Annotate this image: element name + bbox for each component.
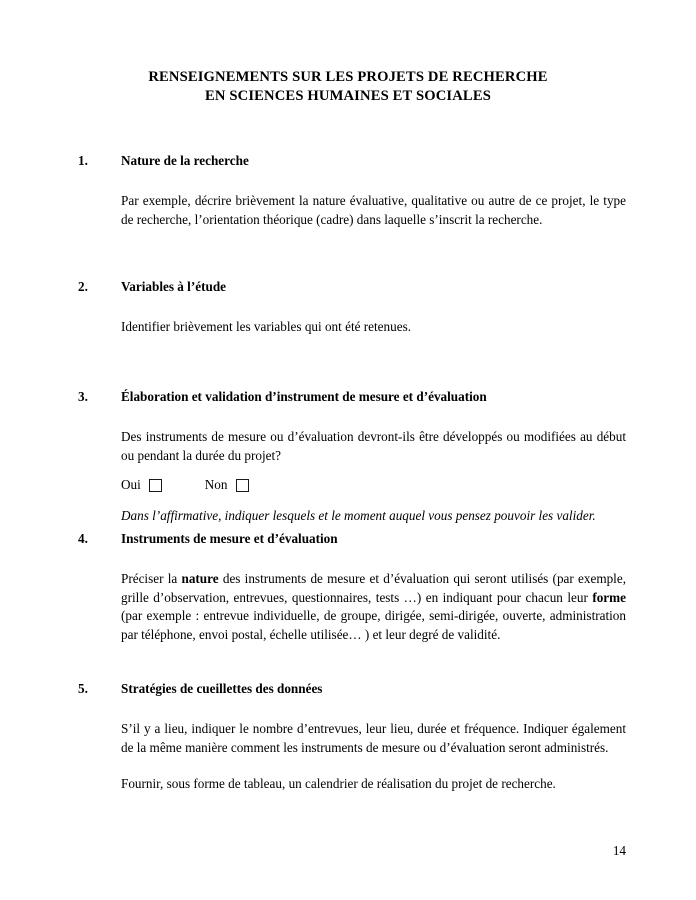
section-1-title: Nature de la recherche (121, 153, 249, 168)
section-2 (78, 278, 626, 337)
section-1-heading (78, 152, 626, 170)
section-4-body (121, 570, 626, 644)
choice-no-label: Non (204, 477, 228, 492)
section-4-bold-forme: forme (592, 589, 626, 605)
section-4-bold-nature: nature (181, 571, 219, 586)
section-3-heading (78, 388, 626, 406)
section-2-number: 2. (78, 279, 88, 294)
section-5-body (121, 720, 626, 794)
section-3-title: Élaboration et validation d’instrument de mesure et d’évaluation (121, 389, 487, 404)
section-5-title: Stratégies de cueillettes des données (121, 681, 323, 696)
section-4-title: Instruments de mesure et d’évaluation (121, 531, 338, 546)
section-4-text-part-2: des instruments de mesure et d’évaluation qui seront utilisés (par exemple, grille d’observation, entrevues, questionnaires, tests …) en indiquant pour chacun leur (121, 571, 626, 605)
section-5-paragraph-2: Fournir, sous forme de tableau, un calendrier de réalisation du projet de recherche. (121, 776, 556, 791)
section-4-number: 4. (78, 531, 88, 546)
section-3-note (121, 507, 626, 526)
checkbox-yes[interactable] (149, 479, 162, 492)
section-1-number: 1. (78, 153, 88, 168)
section-3-body (121, 428, 626, 465)
section-5-paragraph-1: S’il y a lieu, indiquer le nombre d’entrevues, leur lieu, durée et fréquence. Indiquer également de la même manière comment les instruments de mesure ou d’évaluation seront administrés. (121, 721, 626, 755)
section-5-heading (78, 680, 626, 698)
section-1-paragraph: Par exemple, décrire brièvement la nature évaluative, qualitative ou autre de ce projet, le type de recherche, l’orientation théorique (cadre) dans laquelle s’inscrit la recherche. (121, 193, 626, 227)
section-4-text-part-1: Préciser la (121, 571, 182, 586)
section-4-heading (78, 530, 626, 548)
section-4-paragraph (121, 570, 626, 644)
title-line-1: RENSEIGNEMENTS SUR LES PROJETS DE RECHERCHE (148, 69, 548, 85)
choice-yes-label: Oui (121, 477, 141, 492)
section-3 (78, 388, 626, 526)
section-2-heading (78, 278, 626, 296)
section-1-body (121, 192, 626, 229)
section-5 (78, 680, 626, 794)
checkbox-no[interactable] (236, 479, 249, 492)
section-2-title: Variables à l’étude (121, 279, 227, 294)
yes-no-choice-row (121, 475, 626, 495)
section-4-text-part-3: (par exemple : entrevue individuelle, de groupe, dirigée, semi-dirigée, ouverte, administration par téléphone, envoi postal, échelle utilisée… ) et leur degré de validité. (121, 608, 626, 642)
section-1 (78, 152, 626, 229)
section-2-body (121, 318, 626, 337)
title-line-2: EN SCIENCES HUMAINES ET SOCIALES (205, 88, 491, 104)
section-3-number: 3. (78, 389, 88, 404)
section-3-paragraph: Des instruments de mesure ou d’évaluation devront-ils être développés ou modifiées au début ou pendant la durée du projet? (121, 429, 626, 463)
section-5-number: 5. (78, 681, 88, 696)
page-number: 14 (612, 843, 626, 858)
section-2-paragraph: Identifier brièvement les variables qui ont été retenues. (121, 319, 412, 334)
section-4 (78, 530, 626, 644)
section-3-italic-note: Dans l’affirmative, indiquer lesquels et le moment auquel vous pensez pouvoir les valider. (121, 508, 596, 523)
page-title (78, 68, 618, 106)
